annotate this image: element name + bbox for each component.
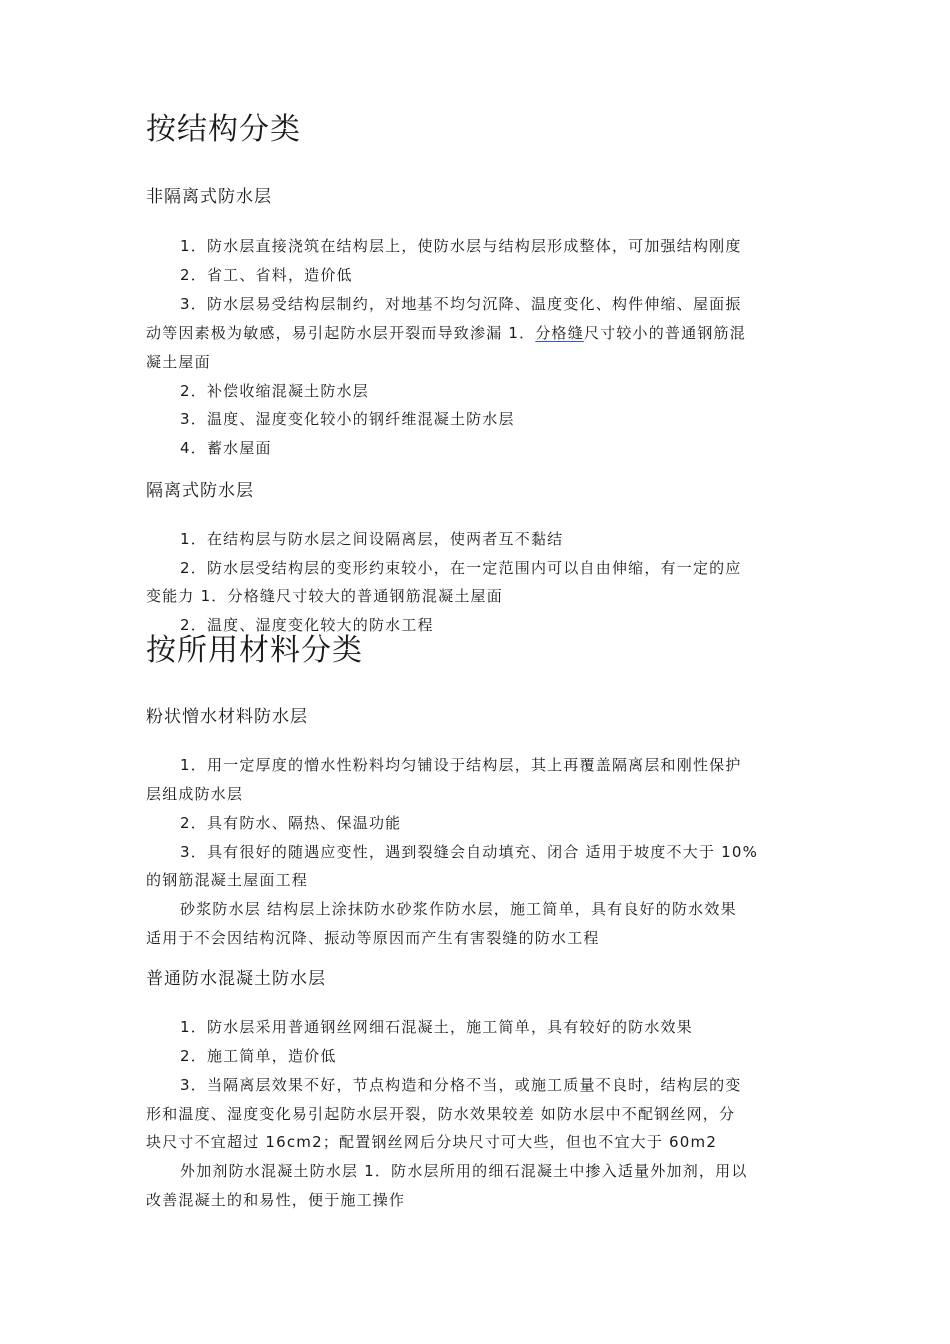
paragraph-line <box>146 322 746 344</box>
paragraph-line: 2．补偿收缩混凝土防水层 <box>180 382 369 400</box>
paragraph-line: 凝土屋面 <box>146 353 211 371</box>
paragraph-line: 的钢筋混凝土屋面工程 <box>146 871 309 889</box>
subsection-heading-concrete: 普通防水混凝土防水层 <box>146 969 326 989</box>
paragraph-line: 3．温度、湿度变化较小的钢纤维混凝土防水层 <box>180 410 515 428</box>
section-heading-structure: 按结构分类 <box>146 112 301 147</box>
paragraph-line: 3．具有很好的随遇应变性，遇到裂缝会自动填充、闭合 适用于坡度不大于 10% <box>180 843 759 861</box>
paragraph-line: 2．省工、省料，造价低 <box>180 266 353 284</box>
paragraph-line: 适用于不会因结构沉降、振动等原因而产生有害裂缝的防水工程 <box>146 929 600 947</box>
paragraph-line: 2．防水层受结构层的变形约束较小，在一定范围内可以自由伸缩，有一定的应 <box>180 559 742 577</box>
underlined-term: 分格缝 <box>535 324 584 342</box>
paragraph-line: 变能力 1．分格缝尺寸较大的普通钢筋混凝土屋面 <box>146 587 503 605</box>
paragraph-line: 2．温度、湿度变化较大的防水工程 <box>180 616 434 634</box>
paragraph-line: 改善混凝土的和易性，便于施工操作 <box>146 1191 406 1209</box>
paragraph-line: 1．防水层采用普通钢丝网细石混凝土，施工简单，具有较好的防水效果 <box>180 1018 693 1036</box>
text-run: 动等因素极为敏感，易引起防水层开裂而导致渗漏 1． <box>146 324 536 342</box>
paragraph-line: 外加剂防水混凝土防水层 1．防水层所用的细石混凝土中掺入适量外加剂，用以 <box>180 1162 748 1180</box>
paragraph-line: 3．防水层易受结构层制约，对地基不均匀沉降、温度变化、构件伸缩、屋面振 <box>180 295 742 313</box>
paragraph-line: 1．防水层直接浇筑在结构层上，使防水层与结构层形成整体，可加强结构刚度 <box>180 237 742 255</box>
subsection-heading-isolated: 隔离式防水层 <box>146 481 254 501</box>
paragraph-line: 砂浆防水层 结构层上涂抹防水砂浆作防水层，施工简单，具有良好的防水效果 <box>180 900 737 918</box>
paragraph-line: 块尺寸不宜超过 16cm2；配置钢丝网后分块尺寸可大些，但也不宜大于 60m2 <box>146 1133 718 1151</box>
subsection-heading-powder: 粉状憎水材料防水层 <box>146 707 308 727</box>
paragraph-line: 1．用一定厚度的憎水性粉料均匀铺设于结构层，其上再覆盖隔离层和刚性保护 <box>180 756 742 774</box>
paragraph-line: 4．蓄水屋面 <box>180 439 272 457</box>
paragraph-line: 2．具有防水、隔热、保温功能 <box>180 814 402 832</box>
paragraph-line: 1．在结构层与防水层之间设隔离层，使两者互不黏结 <box>180 530 564 548</box>
paragraph-line: 形和温度、湿度变化易引起防水层开裂，防水效果较差 如防水层中不配钢丝网，分 <box>146 1105 736 1123</box>
section-heading-material: 按所用材料分类 <box>146 633 363 668</box>
paragraph-line: 2．施工简单，造价低 <box>180 1047 337 1065</box>
paragraph-line: 层组成防水层 <box>146 785 244 803</box>
subsection-heading-non-isolated: 非隔离式防水层 <box>146 187 272 207</box>
paragraph-line: 3．当隔离层效果不好，节点构造和分格不当，或施工质量不良时，结构层的变 <box>180 1076 742 1094</box>
text-run: 尺寸较小的普通钢筋混 <box>583 324 746 342</box>
